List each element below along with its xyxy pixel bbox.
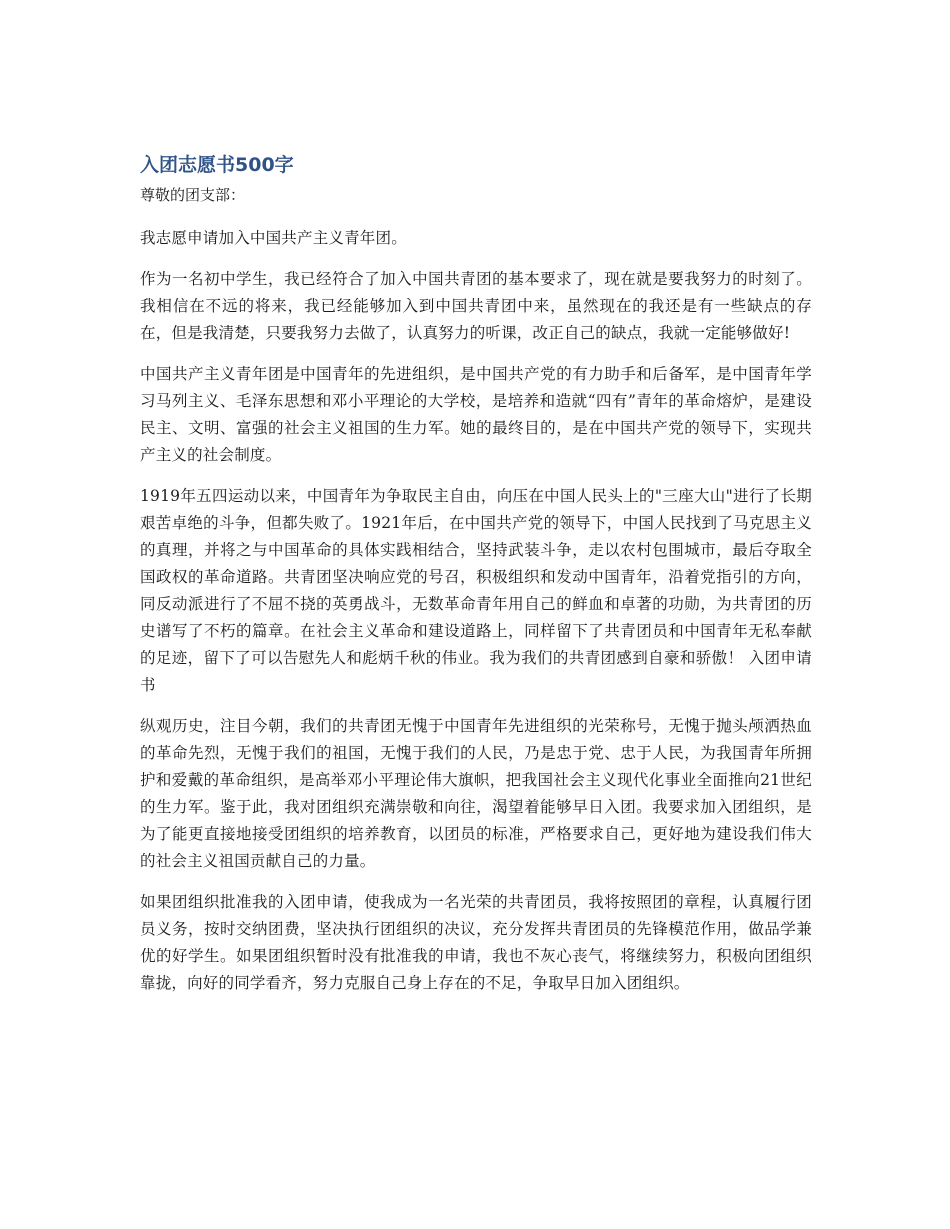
document-page: [140, 152, 812, 1011]
paragraph-5: 纵观历史，注目今朝，我们的共青团无愧于中国青年先进组织的光荣称号，无愧于抛头颅洒热血的革命先烈，无愧于我们的祖国，无愧于我们的人民，乃是忠于党、忠于人民，为我国青年所拥护和爱戴的革命组织，是高举邓小平理论伟大旗帜，把我国社会主义现代化事业全面推向21世纪的生力军。鉴于此，我对团组织充满崇敬和向往，渴望着能够早日入团。我要求加入团组织，是为了能更直接地接受团组织的培养教育，以团员的标准，严格要求自己，更好地为建设我们伟大的社会主义祖国贡献自己的力量。: [140, 717, 812, 870]
paragraph-6: 如果团组织批准我的入团申请，使我成为一名光荣的共青团员，我将按照团的章程，认真履行团员义务，按时交纳团费，坚决执行团组织的决议，充分发挥共青团员的先锋模范作用，做品学兼优的好学生。如果团组织暂时没有批准我的申请，我也不灰心丧气，将继续努力，积极向团组织靠拢，向好的同学看齐，努力克服自己身上存在的不足，争取早日加入团组织。: [140, 893, 812, 992]
salutation: 尊敬的团支部：: [140, 186, 246, 204]
paragraph-1: 我志愿申请加入中国共产主义青年团。: [140, 229, 407, 247]
paragraph-4: 1919年五四运动以来，中国青年为争取民主自由，向压在中国人民头上的"三座大山"进行了长期艰苦卓绝的斗争，但都失败了。1921年后，在中国共产党的领导下，中国人民找到了马克思主义的真理，并将之与中国革命的具体实践相结合，坚持武装斗争，走以农村包围城市，最后夺取全国政权的革命道路。共青团坚决响应党的号召，积极组织和发动中国青年，沿着党指引的方向，同反动派进行了不屈不挠的英勇战斗，无数革命青年用自己的鲜血和卓著的功勋，为共青团的历史谱写了不朽的篇章。在社会主义革命和建设道路上，同样留下了共青团员和中国青年无私奉献的足迹，留下了可以告慰先人和彪炳千秋的伟业。我为我们的共青团感到自豪和骄傲！ 入团申请书: [140, 487, 812, 694]
paragraph-2: 作为一名初中学生，我已经符合了加入中国共青团的基本要求了，现在就是要我努力的时刻了。我相信在不远的将来，我已经能够加入到中国共青团中来，虽然现在的我还是有一些缺点的存在，但是我清楚，只要我努力去做了，认真努力的听课，改正自己的缺点，我就一定能够做好!: [140, 270, 812, 342]
document-title: 入团志愿书500字: [140, 154, 294, 176]
paragraph-3: 中国共产主义青年团是中国青年的先进组织，是中国共产党的有力助手和后备军，是中国青年学习马列主义、毛泽东思想和邓小平理论的大学校，是培养和造就“四有”青年的革命熔炉，是建设民主、文明、富强的社会主义祖国的生力军。她的最终目的，是在中国共产党的领导下，实现共产主义的社会制度。: [140, 365, 812, 464]
